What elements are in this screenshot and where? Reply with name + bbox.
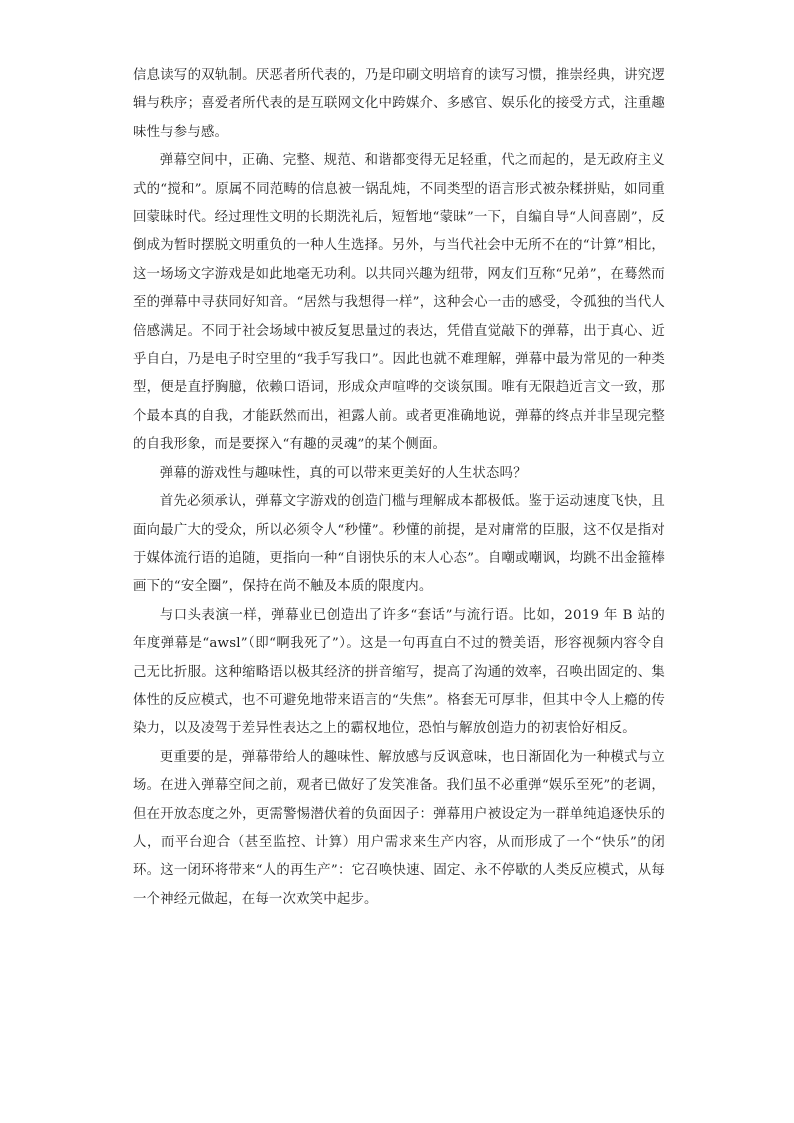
body-text [133, 62, 665, 914]
paragraph-2: 弹幕空间中，正确、完整、规范、和谐都变得无足轻重，代之而起的，是无政府主义式的“搅和”。原属不同范畴的信息被一锅乱炖，不同类型的语言形式被杂糅拼贴，如同重回蒙昧时代。经过理性文明的长期洗礼后，短暂地“蒙昧”一下，自编自导“人间喜剧”，反倒成为暂时摆脱文明重负的一种人生选择。另外，与当代社会中无所不在的“计算”相比，这一场场文字游戏是如此地毫无功利。以共同兴趣为纽带，网友们互称“兄弟”，在蓦然而至的弹幕中寻获同好知音。“居然与我想得一样”，这种会心一击的感受，令孤独的当代人倍感满足。不同于社会场域中被反复思量过的表达，凭借直觉敲下的弹幕，出于真心、近乎自白，乃是电子时空里的“我手写我口”。因此也就不难理解，弹幕中最为常见的一种类型，便是直抒胸臆，依赖口语词，形成众声喧哗的交谈氛围。唯有无限趋近言文一致，那个最本真的自我，才能跃然而出，袒露人前。或者更准确地说，弹幕的终点并非呈现完整的自我形象，而是要探入“有趣的灵魂”的某个侧面。 [133, 153, 665, 453]
paragraph-5: 与口头表演一样，弹幕业已创造出了许多“套话”与流行语。比如，2019 年 B 站的年度弹幕是“awsl”（即“啊我死了”）。这是一句再直白不过的赞美语，形容视频内容令自己无比折服。这种缩略语以极其经济的拼音缩写，提高了沟通的效率，召唤出固定的、集体性的反应模式，也不可避免地带来语言的“失焦”。格套无可厚非，但其中令人上瘾的传染力，以及凌驾于差异性表达之上的霸权地位，恐怕与解放创造力的初衷恰好相反。 [133, 607, 665, 737]
paragraph-4: 首先必须承认，弹幕文字游戏的创造门槛与理解成本都极低。鉴于运动速度飞快，且面向最广大的受众，所以必须令人“秒懂”。秒懂的前提，是对庸常的臣服，这不仅是指对于媒体流行语的追随，更指向一种“自诩快乐的末人心态”。自嘲或嘲讽，均跳不出金箍棒画下的“安全圈”，保持在尚不触及本质的限度内。 [133, 494, 665, 595]
paragraph-3-question: 弹幕的游戏性与趣味性，真的可以带来更美好的人生状态吗？ [159, 465, 527, 481]
paragraph-6: 更重要的是，弹幕带给人的趣味性、解放感与反讽意味，也日渐固化为一种模式与立场。在进入弹幕空间之前，观者已做好了发笑准备。我们虽不必重弹“娱乐至死”的老调，但在开放态度之外，更需警惕潜伏着的负面因子：弹幕用户被设定为一群单纯追逐快乐的人，而平台迎合（甚至监控、计算）用户需求来生产内容，从而形成了一个“快乐”的闭环。这一闭环将带来“人的再生产”：它召唤快速、固定、永不停歇的人类反应模式，从每一个神经元做起，在每一次欢笑中起步。 [133, 749, 665, 907]
paragraph-1: 信息读写的双轨制。厌恶者所代表的，乃是印刷文明培育的读写习惯，推崇经典，讲究逻辑与秩序；喜爱者所代表的是互联网文化中跨媒介、多感官、娱乐化的接受方式，注重趣味性与参与感。 [133, 68, 665, 140]
